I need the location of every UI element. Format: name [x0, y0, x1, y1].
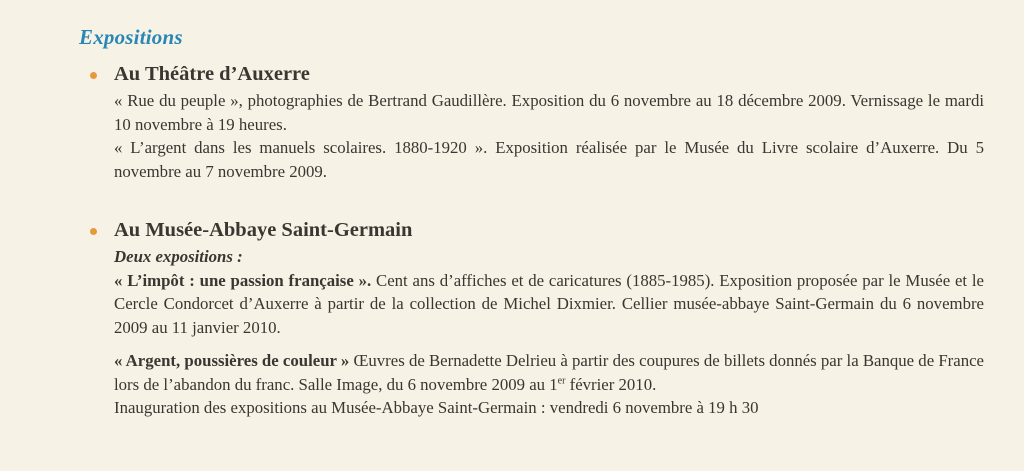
inauguration-text: Inauguration des expositions au Musée-Abbaye Saint-Germain : vendredi 6 novembre à 19 h 30 — [114, 398, 759, 417]
exhibition-text: Œuvres de Bernadette Delrieu à partir des coupures de billets donnés par la Banque de France lors de l’abandon du franc. Salle Image, du 6 novembre 2009 au 1 — [114, 351, 985, 394]
bullet-icon — [90, 72, 97, 79]
bullet-icon — [90, 228, 97, 235]
venue-title: Au Musée-Abbaye Saint-Germain — [114, 219, 413, 241]
exhibition-text: « Rue du peuple », photographies de Bertrand Gaudillère. Exposition du 6 novembre au 18 décembre 2009. Vernissage le mardi 10 novembre à 19 heures. — [114, 91, 984, 134]
exhibition-text: Cent ans d’affiches et de caricatures (1885-1985). Exposition proposée par le Musée et le Cercle Condorcet d’Auxerre à partir de la collection de Michel Dixmier. Cellier musée-abbaye Saint-Germain du 6 novembre 2009 au 11 janvier 2010. — [114, 270, 984, 337]
exhibition-paragraph — [114, 269, 984, 340]
exhibition-paragraph — [114, 89, 984, 136]
exhibition-paragraph — [114, 349, 984, 396]
exhibition-paragraph — [114, 136, 984, 183]
exhibition-title: « L’impôt : une passion française ». — [114, 270, 372, 290]
section-title: Expositions — [79, 25, 183, 49]
venue-title: Au Théâtre d’Auxerre — [114, 63, 310, 85]
inauguration-paragraph — [114, 396, 984, 420]
venue-body — [114, 89, 984, 183]
venue-musee-abbaye — [87, 219, 984, 420]
venue-body — [114, 245, 984, 420]
exhibition-text: février 2010. — [565, 374, 657, 394]
venue-heading — [87, 219, 984, 245]
exhibition-text: « L’argent dans les manuels scolaires. 1880-1920 ». Exposition réalisée par le Musée du Livre scolaire d’Auxerre. Du 5 novembre au 7 novembre 2009. — [114, 138, 984, 181]
venue-subtitle: Deux expositions : — [114, 247, 243, 266]
venue-theatre-auxerre — [87, 63, 984, 183]
exhibition-title: « Argent, poussières de couleur » — [114, 351, 350, 370]
venue-heading — [87, 63, 984, 89]
superscript: er — [557, 374, 566, 386]
